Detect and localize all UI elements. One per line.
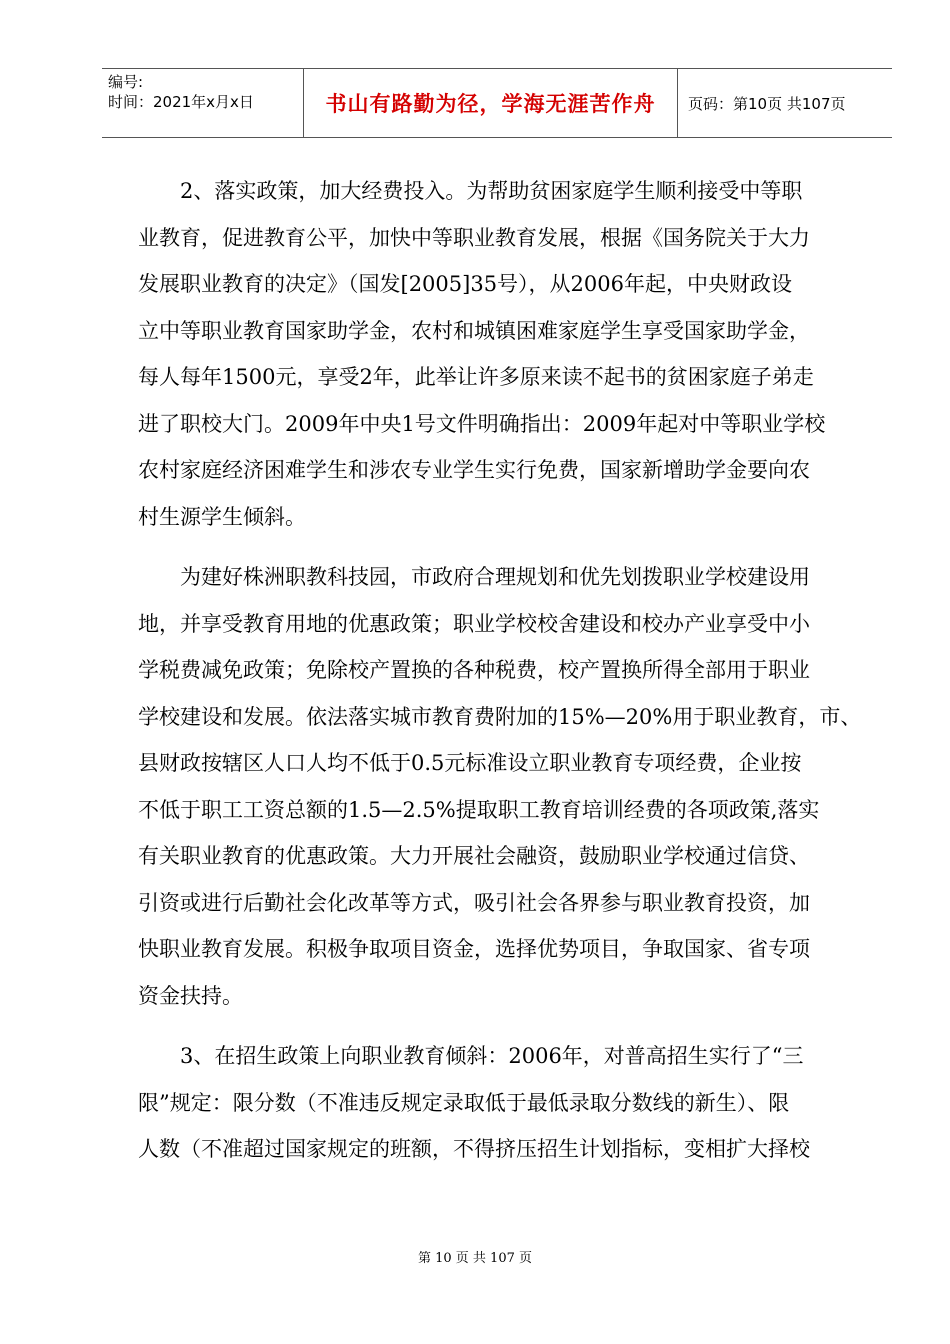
header-motto: 书山有路勤为径，学海无涯苦作舟: [325, 92, 656, 116]
header-page-info: 页码：第10页 共107页: [688, 94, 846, 113]
paragraph-line: 发展职业教育的决定》（国发[2005]35号），从2006年起，中央财政设: [138, 272, 792, 296]
paragraph-line: 快职业教育发展。积极争取项目资金，选择优势项目，争取国家、省专项: [138, 937, 810, 961]
paragraph-line: 人数（不准超过国家规定的班额，不得挤压招生计划指标，变相扩大择校: [138, 1137, 810, 1161]
paragraph-line: 有关职业教育的优惠政策。大力开展社会融资，鼓励职业学校通过信贷、: [138, 844, 810, 868]
paragraph-line: 学校建设和发展。依法落实城市教育费附加的15%—20%用于职业教育，市、: [138, 704, 862, 729]
paragraph-line: 立中等职业教育国家助学金，农村和城镇困难家庭学生享受国家助学金，: [138, 318, 810, 343]
document-body: [138, 168, 862, 1173]
paragraph-line: 限”规定：限分数（不准违反规定录取低于最低录取分数线的新生）、限: [138, 1090, 790, 1115]
paragraph-line: 农村家庭经济困难学生和涉农专业学生实行免费，国家新增助学金要向农: [138, 458, 810, 482]
paragraph-first-line: 为建好株洲职教科技园，市政府合理规划和优先划拨职业学校建设用: [180, 565, 810, 589]
document-time-label: 时间：2021年x月x日: [108, 93, 254, 111]
paragraph-first-line: 2、落实政策，加大经费投入。为帮助贫困家庭学生顺利接受中等职: [180, 179, 803, 203]
paragraph-line: 进了职校大门。2009年中央1号文件明确指出：2009年起对中等职业学校: [138, 411, 826, 436]
header-motto-cell: [304, 69, 678, 137]
paragraph-line: 县财政按辖区人口人均不低于0.5元标准设立职业教育专项经费，企业按: [138, 751, 802, 775]
page-footer: 第 10 页 共 107 页: [417, 1251, 533, 1266]
paragraph-line: 不低于职工工资总额的1.5—2.5%提取职工教育培训经费的各项政策,落实: [138, 797, 820, 822]
paragraph-line: 地，并享受教育用地的优惠政策；职业学校校舍建设和校办产业享受中小: [138, 611, 810, 636]
document-number-label: 编号:: [108, 73, 144, 91]
paragraph-line: 每人每年1500元，享受2年，此举让许多原来读不起书的贫困家庭子弟走: [138, 365, 814, 389]
paragraph-line: 资金扶持。: [138, 983, 243, 1008]
page-header: [102, 68, 892, 138]
header-meta: [102, 69, 304, 137]
paragraph-line: 学税费减免政策；免除校产置换的各种税费，校产置换所得全部用于职业: [138, 658, 810, 682]
paragraph-line: 村生源学生倾斜。: [138, 504, 306, 529]
paragraph-line: 引资或进行后勤社会化改革等方式，吸引社会各界参与职业教育投资，加: [138, 890, 810, 915]
paragraph-line: 业教育，促进教育公平，加快中等职业教育发展，根据《国务院关于大力: [138, 225, 810, 250]
header-page-info-cell: [678, 69, 892, 137]
paragraph-first-line: 3、在招生政策上向职业教育倾斜：2006年，对普高招生实行了“三: [180, 1044, 804, 1068]
